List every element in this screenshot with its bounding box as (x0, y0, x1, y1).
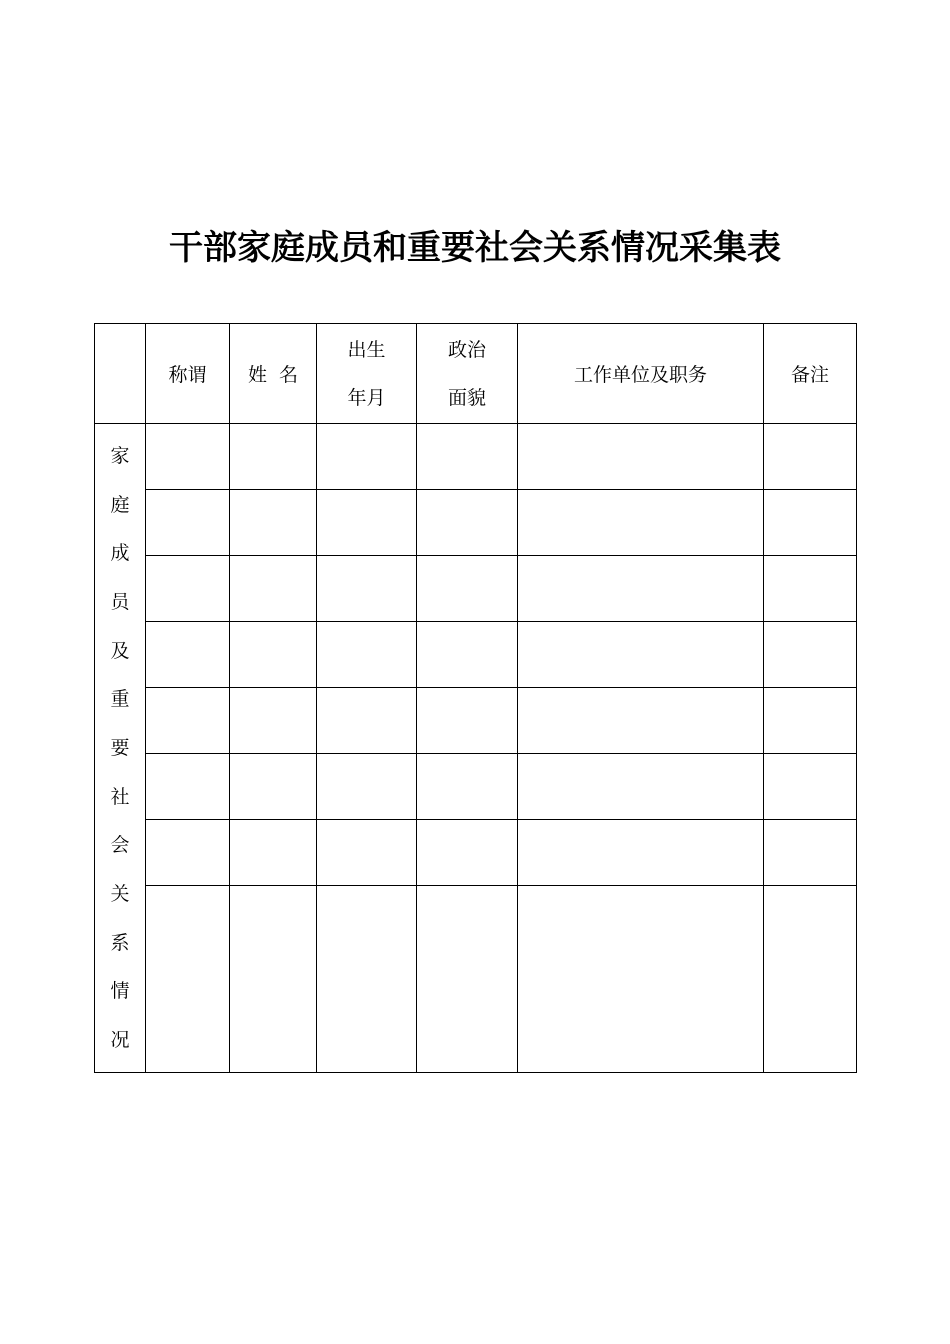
side-label-char: 要 (110, 736, 130, 759)
cell-name[interactable] (230, 754, 317, 820)
header-birth-line2: 年月 (347, 386, 386, 409)
table-row (95, 424, 857, 490)
side-label-char: 家 (110, 445, 130, 467)
table-row (95, 490, 857, 556)
header-political-line2: 面貌 (447, 386, 486, 409)
header-relation: 称谓 (146, 324, 230, 424)
table-row (95, 886, 857, 1073)
cell-work[interactable] (518, 424, 764, 490)
cell-birth[interactable] (317, 820, 417, 886)
side-label-char: 况 (110, 1028, 130, 1051)
cell-remark[interactable] (764, 622, 857, 688)
cell-name[interactable] (230, 820, 317, 886)
table-row (95, 820, 857, 886)
cell-relation[interactable] (146, 688, 230, 754)
cell-work[interactable] (518, 688, 764, 754)
side-label-char: 成 (110, 542, 130, 565)
side-label-cell (95, 424, 146, 1073)
cell-remark[interactable] (764, 688, 857, 754)
cell-remark[interactable] (764, 424, 857, 490)
cell-relation[interactable] (146, 424, 230, 490)
header-birth-line1: 出生 (347, 338, 386, 361)
cell-name[interactable] (230, 556, 317, 622)
side-label-char: 系 (110, 931, 130, 954)
cell-remark[interactable] (764, 490, 857, 556)
cell-political[interactable] (417, 424, 518, 490)
side-label-char: 会 (110, 834, 130, 857)
cell-political[interactable] (417, 556, 518, 622)
cell-name[interactable] (230, 490, 317, 556)
cell-work[interactable] (518, 556, 764, 622)
header-political-line1: 政治 (447, 338, 486, 361)
cell-relation[interactable] (146, 754, 230, 820)
cell-birth[interactable] (317, 490, 417, 556)
side-label-char: 情 (110, 980, 130, 1003)
header-name: 姓 名 (230, 324, 317, 424)
family-relations-table (94, 323, 857, 1073)
cell-birth[interactable] (317, 424, 417, 490)
table-row (95, 556, 857, 622)
header-row (95, 324, 857, 424)
side-label-char: 及 (110, 639, 130, 662)
cell-work[interactable] (518, 754, 764, 820)
cell-birth[interactable] (317, 556, 417, 622)
table-row (95, 688, 857, 754)
cell-birth[interactable] (317, 688, 417, 754)
cell-political[interactable] (417, 490, 518, 556)
cell-remark[interactable] (764, 886, 857, 1073)
header-birth (317, 324, 417, 424)
cell-relation[interactable] (146, 886, 230, 1073)
cell-name[interactable] (230, 886, 317, 1073)
cell-political[interactable] (417, 754, 518, 820)
corner-cell (95, 324, 146, 424)
cell-political[interactable] (417, 820, 518, 886)
cell-remark[interactable] (764, 820, 857, 886)
cell-relation[interactable] (146, 556, 230, 622)
cell-relation[interactable] (146, 622, 230, 688)
cell-name[interactable] (230, 688, 317, 754)
cell-political[interactable] (417, 886, 518, 1073)
header-work: 工作单位及职务 (518, 324, 764, 424)
cell-work[interactable] (518, 886, 764, 1073)
cell-work[interactable] (518, 490, 764, 556)
side-label-char: 员 (110, 590, 130, 613)
cell-remark[interactable] (764, 754, 857, 820)
cell-relation[interactable] (146, 820, 230, 886)
cell-work[interactable] (518, 622, 764, 688)
cell-birth[interactable] (317, 886, 417, 1073)
table-row (95, 622, 857, 688)
cell-relation[interactable] (146, 490, 230, 556)
cell-name[interactable] (230, 424, 317, 490)
table-row (95, 754, 857, 820)
side-label-char: 庭 (110, 493, 130, 516)
header-remark: 备注 (764, 324, 857, 424)
cell-work[interactable] (518, 820, 764, 886)
header-political (417, 324, 518, 424)
cell-political[interactable] (417, 622, 518, 688)
side-label (95, 438, 145, 1058)
cell-political[interactable] (417, 688, 518, 754)
cell-birth[interactable] (317, 622, 417, 688)
page-title: 干部家庭成员和重要社会关系情况采集表 (169, 228, 781, 268)
cell-birth[interactable] (317, 754, 417, 820)
cell-name[interactable] (230, 622, 317, 688)
side-label-char: 关 (110, 882, 130, 905)
cell-remark[interactable] (764, 556, 857, 622)
side-label-char: 重 (110, 688, 130, 711)
side-label-char: 社 (110, 785, 130, 808)
